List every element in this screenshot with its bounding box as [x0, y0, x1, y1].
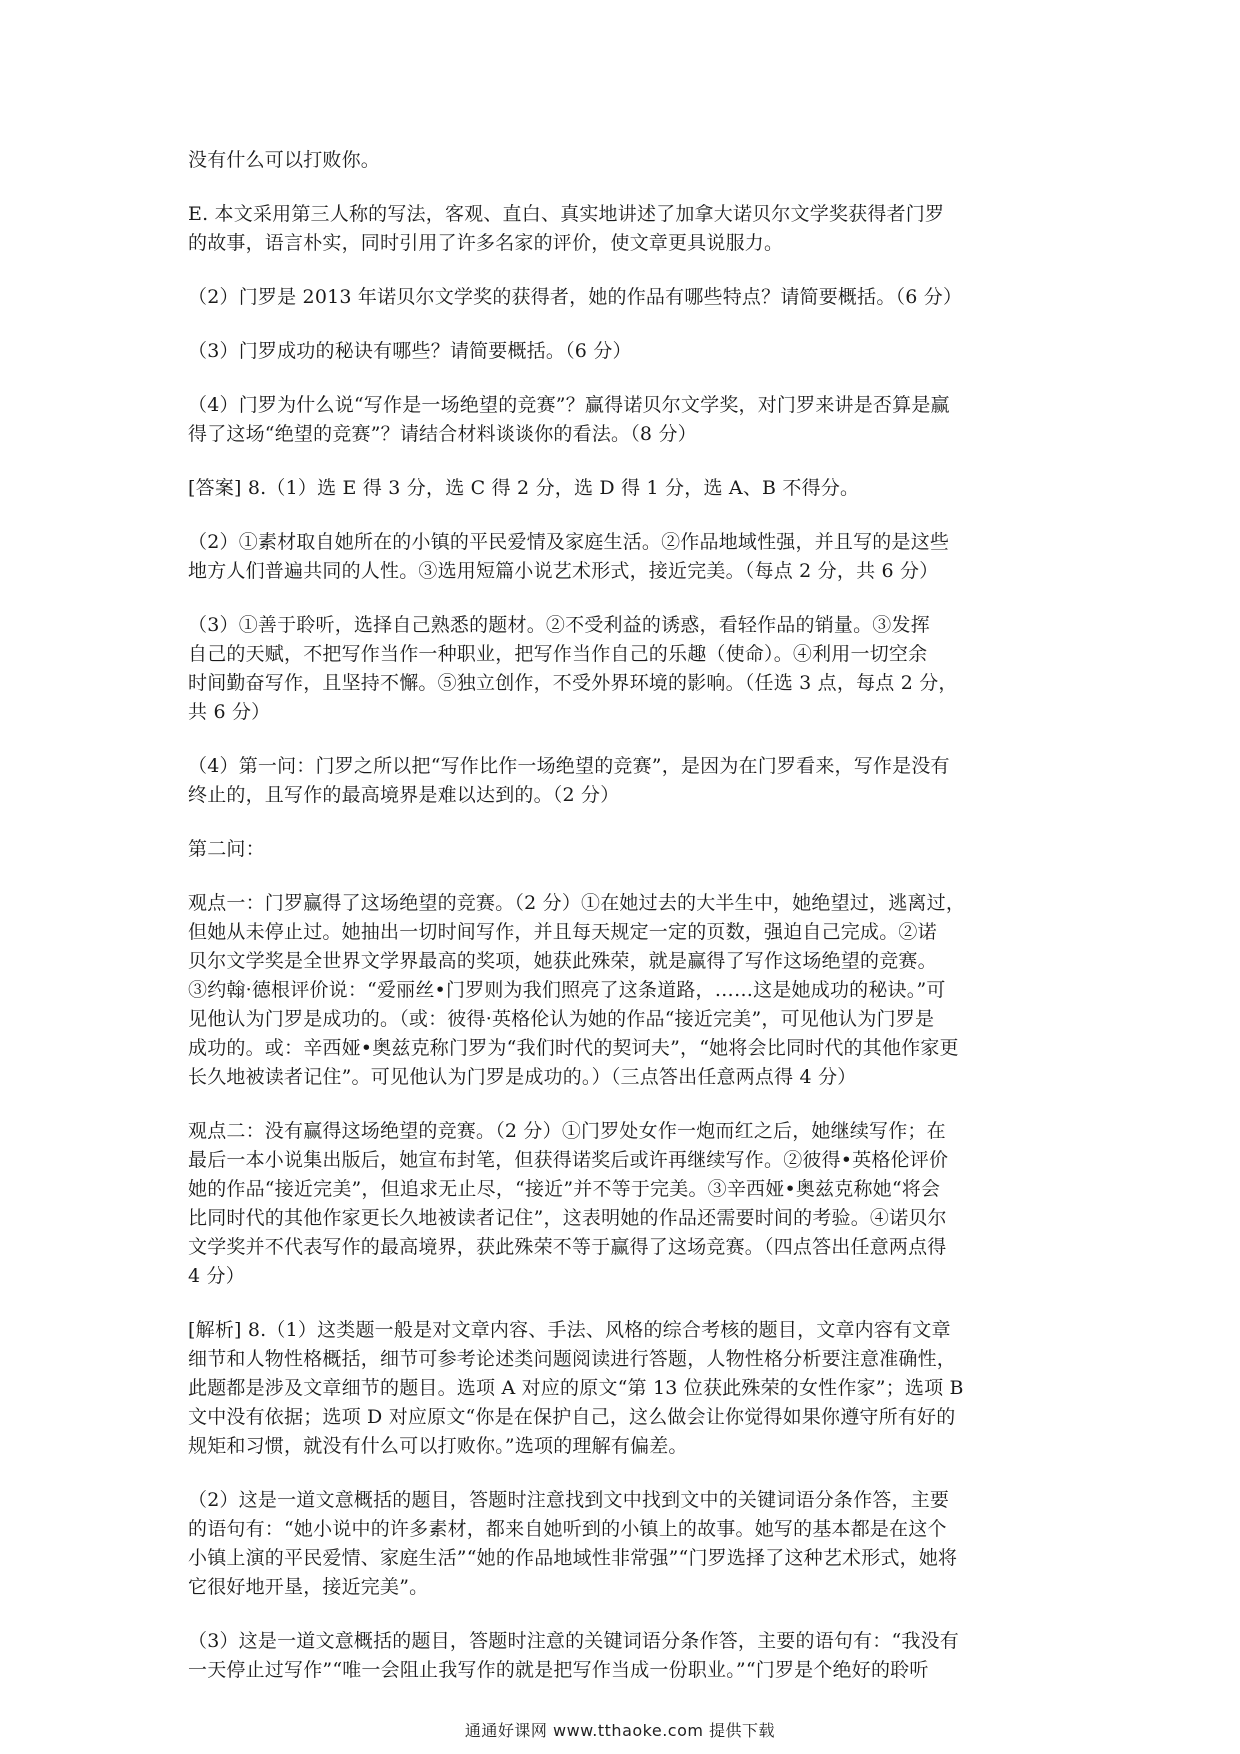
- text-line: 4 分）: [188, 1265, 245, 1287]
- text-line: 文学奖并不代表写作的最高境界，获此殊荣不等于赢得了这场竞赛。（四点答出任意两点得: [188, 1236, 947, 1258]
- text-line: 贝尔文学奖是全世界文学界最高的奖项，她获此殊荣，就是赢得了写作这场绝望的竞赛。: [188, 950, 937, 972]
- paragraph: [188, 752, 1056, 810]
- text-line: 最后一本小说集出版后，她宣布封笔，但获得诺奖后或许再继续写作。②彼得•英格伦评价: [188, 1149, 949, 1171]
- text-line: 没有什么可以打败你。: [188, 149, 381, 171]
- text-line: E. 本文采用第三人称的写法，客观、直白、真实地讲述了加拿大诺贝尔文学奖获得者门罗: [188, 203, 945, 225]
- text-line: 但她从未停止过。她抽出一切时间写作，并且每天规定一定的页数，强迫自己完成。②诺: [188, 921, 937, 943]
- text-line: （4）门罗为什么说“写作是一场绝望的竞赛”？赢得诺贝尔文学奖，对门罗来讲是否算是赢: [188, 394, 950, 416]
- text-line: 长久地被读者记住”。可见他认为门罗是成功的。）（三点答出任意两点得 4 分）: [188, 1066, 857, 1088]
- text-line: [解析] 8.（1）这类题一般是对文章内容、手法、风格的综合考核的题目，文章内容有文章: [188, 1319, 951, 1341]
- paragraph: [188, 889, 1056, 1092]
- text-line: 自己的天赋，不把写作当作一种职业，把写作当作自己的乐趣（使命）。④利用一切空余: [188, 643, 928, 665]
- paragraph: [188, 1627, 1056, 1685]
- text-line: （2）门罗是 2013 年诺贝尔文学奖的获得者，她的作品有哪些特点？请简要概括。（6 分）: [188, 286, 963, 308]
- paragraph: [188, 611, 1056, 727]
- text-line: 文中没有依据；选项 D 对应原文“你是在保护自己，这么做会让你觉得如果你遵守所有好的: [188, 1406, 956, 1428]
- text-line: （4）第一问：门罗之所以把“写作比作一场绝望的竞赛”，是因为在门罗看来，写作是没有: [188, 755, 950, 777]
- text-line: （3）这是一道文意概括的题目，答题时注意的关键词语分条作答，主要的语句有：“我没有: [188, 1630, 960, 1652]
- paragraph: [188, 528, 1056, 586]
- text-line: 细节和人物性格概括，细节可参考论述类问题阅读进行答题，人物性格分析要注意准确性，: [188, 1348, 957, 1370]
- text-line: （3）①善于聆听，选择自己熟悉的题材。②不受利益的诱惑，看轻作品的销量。③发挥: [188, 614, 930, 636]
- text-line: （3）门罗成功的秘诀有哪些？请简要概括。（6 分）: [188, 340, 632, 362]
- text-line: 它很好地开垦，接近完美”。: [188, 1576, 429, 1598]
- text-line: 的故事，语言朴实，同时引用了许多名家的评价，使文章更具说服力。: [188, 232, 784, 254]
- text-line: [答案] 8.（1）选 E 得 3 分，选 C 得 2 分，选 D 得 1 分，选 A、B 不得分。: [188, 477, 860, 499]
- text-line: 的语句有：“她小说中的许多素材，都来自她听到的小镇上的故事。她写的基本都是在这个: [188, 1518, 947, 1540]
- text-line: 一天停止过写作”“唯一会阻止我写作的就是把写作当成一份职业。”“门罗是个绝好的聆听: [188, 1659, 929, 1681]
- text-line: 成功的。或：辛西娅•奥兹克称门罗为“我们时代的契诃夫”，“她将会比同时代的其他作家更: [188, 1037, 959, 1059]
- text-line: 规矩和习惯，就没有什么可以打败你。”选项的理解有偏差。: [188, 1435, 688, 1457]
- text-line: 观点一：门罗赢得了这场绝望的竞赛。（2 分）①在她过去的大半生中，她绝望过，逃离过，: [188, 892, 966, 914]
- text-line: 见他认为门罗是成功的。（或：彼得·英格伦认为她的作品“接近完美”，可见他认为门罗是: [188, 1008, 935, 1030]
- text-line: （2）①素材取自她所在的小镇的平民爱情及家庭生活。②作品地域性强，并且写的是这些: [188, 531, 950, 553]
- text-line: 第二问：: [188, 838, 265, 860]
- document-body: [188, 146, 1056, 1710]
- paragraph: [188, 1117, 1056, 1291]
- paragraph: [188, 474, 1056, 503]
- text-line: ③约翰·德根评价说：“爱丽丝•门罗则为我们照亮了这条道路，……这是她成功的秘诀。”可: [188, 979, 946, 1001]
- paragraph: [188, 200, 1056, 258]
- text-line: 得了这场“绝望的竞赛”？请结合材料谈谈你的看法。（8 分）: [188, 423, 697, 445]
- text-line: 比同时代的其他作家更长久地被读者记住”，这表明她的作品还需要时间的考验。④诺贝尔: [188, 1207, 947, 1229]
- text-line: 时间勤奋写作，且坚持不懈。⑤独立创作，不受外界环境的影响。（任选 3 点，每点 2 分，: [188, 672, 958, 694]
- paragraph: [188, 391, 1056, 449]
- text-line: 小镇上演的平民爱情、家庭生活”“她的作品地域性非常强”“门罗选择了这种艺术形式，她将: [188, 1547, 958, 1569]
- paragraph: [188, 337, 1056, 366]
- text-line: 共 6 分）: [188, 701, 271, 723]
- text-line: 此题都是涉及文章细节的题目。选项 A 对应的原文“第 13 位获此殊荣的女性作家”；选项 B: [188, 1377, 964, 1399]
- paragraph: [188, 283, 1056, 312]
- paragraph: [188, 146, 1056, 175]
- text-line: 观点二：没有赢得这场绝望的竞赛。（2 分）①门罗处女作一炮而红之后，她继续写作；在: [188, 1120, 946, 1142]
- text-line: 终止的，且写作的最高境界是难以达到的。（2 分）: [188, 784, 620, 806]
- page-footer: 通通好课网 www.tthaoke.com 提供下载: [464, 1721, 776, 1740]
- paragraph: [188, 835, 1056, 864]
- text-line: 地方人们普遍共同的人性。③选用短篇小说艺术形式，接近完美。（每点 2 分，共 6 分）: [188, 560, 939, 582]
- paragraph: [188, 1316, 1056, 1461]
- text-line: （2）这是一道文意概括的题目，答题时注意找到文中找到文中的关键词语分条作答，主要: [188, 1489, 950, 1511]
- paragraph: [188, 1486, 1056, 1602]
- text-line: 她的作品“接近完美”，但追求无止尽，“接近”并不等于完美。③辛西娅•奥兹克称她“将会: [188, 1178, 941, 1200]
